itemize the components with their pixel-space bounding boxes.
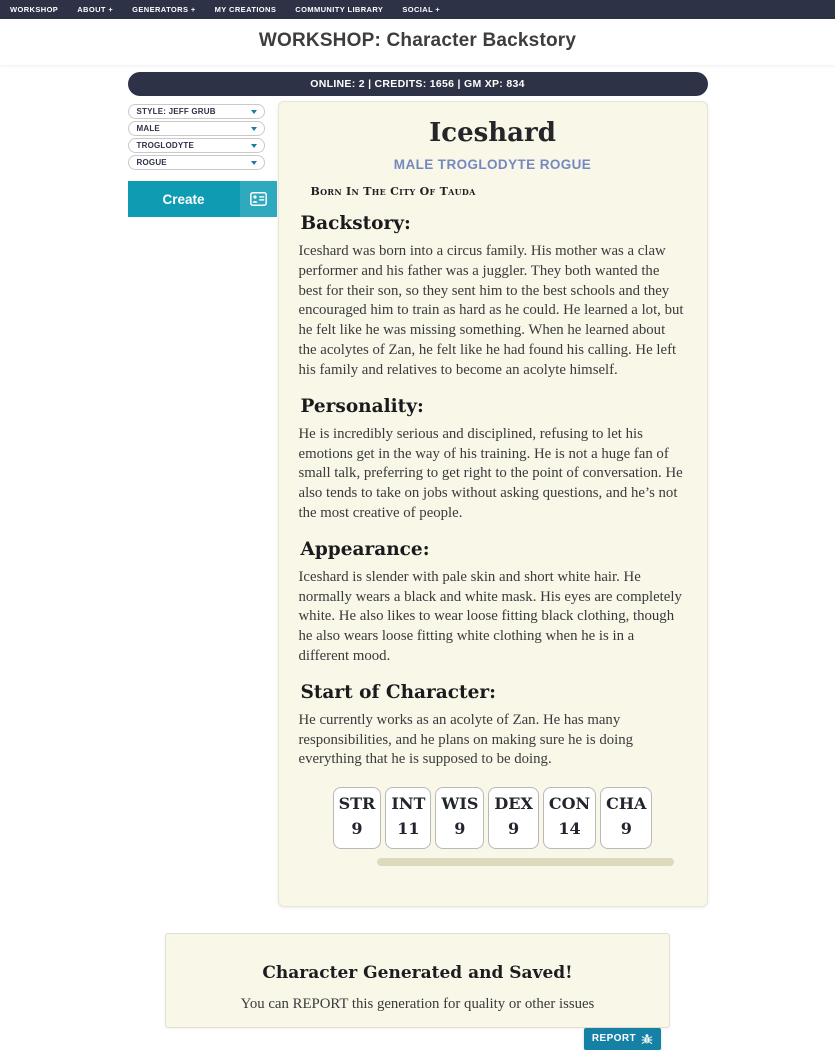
chevron-down-icon	[251, 127, 257, 131]
nav-item-generators[interactable]: GENERATORS +	[132, 5, 196, 14]
stat-card-int	[385, 787, 431, 849]
stat-label: WIS	[441, 794, 479, 814]
content-wrap	[128, 101, 708, 907]
section-heading: Personality:	[300, 395, 424, 417]
stat-card-wis	[435, 787, 484, 849]
result-panel	[165, 933, 670, 1028]
sidebar	[128, 101, 278, 217]
nav-item-about[interactable]: ABOUT +	[77, 5, 114, 14]
race-dropdown-value: TROGLODYTE	[136, 141, 195, 150]
nav-item-my-creations[interactable]: MY CREATIONS	[214, 5, 277, 14]
stat-label: CON	[548, 794, 591, 814]
chevron-down-icon	[251, 161, 257, 165]
section-body: Iceshard is slender with pale skin and short white hair. He normally wears a black and white mask. His eyes are completely white. He also likes to wear loose fitting black clothing, though he also wears loose fitting white clothing when he is in a different mood.	[298, 568, 682, 664]
stat-value: 14	[558, 819, 581, 839]
stats-table	[299, 787, 687, 849]
character-name: Iceshard	[429, 118, 556, 148]
section-backstory	[299, 213, 687, 381]
section-body: He is incredibly serious and disciplined, refusing to let his emotions get in the way of his training. He is not a huge fan of small talk, preferring to get right to the point of conversation. He also tends to take on jobs without asking questions, and he’s not the most creative of people.	[298, 425, 683, 521]
style-dropdown-value: STYLE: JEFF GRUB	[136, 107, 216, 116]
stat-label: STR	[338, 794, 376, 814]
section-personality	[299, 396, 687, 524]
stat-label: CHA	[606, 794, 647, 814]
result-wrap	[165, 933, 670, 1050]
stat-value: 9	[351, 819, 363, 839]
style-dropdown[interactable]	[128, 104, 265, 119]
nav-item-social[interactable]: SOCIAL +	[402, 5, 441, 14]
stat-card-dex	[488, 787, 538, 849]
character-sheet-card	[278, 101, 708, 907]
character-subtitle: MALE TROGLODYTE ROGUE	[393, 157, 592, 172]
section-body: He currently works as an acolyte of Zan. He has many responsibilities, and he plans on making sure he is doing everything that he is supposed to be doing.	[298, 711, 634, 768]
create-button[interactable]	[128, 181, 277, 217]
stat-card-str	[333, 787, 382, 849]
class-dropdown[interactable]	[128, 155, 265, 170]
stat-card-con	[543, 787, 596, 849]
page-header	[0, 19, 835, 65]
section-start-of-character	[299, 682, 687, 770]
stat-value: 9	[508, 819, 520, 839]
stat-label: DEX	[494, 794, 533, 814]
status-bar	[128, 72, 708, 96]
class-dropdown-value: ROGUE	[136, 158, 167, 167]
section-appearance	[299, 539, 687, 667]
race-dropdown[interactable]	[128, 138, 265, 153]
gender-dropdown-value: MALE	[136, 124, 160, 133]
nav-item-community-library[interactable]: COMMUNITY LIBRARY	[295, 5, 384, 14]
chevron-down-icon	[251, 144, 257, 148]
chevron-down-icon	[251, 110, 257, 114]
create-button-label: Create	[128, 181, 240, 217]
section-heading: Appearance:	[300, 538, 430, 560]
section-heading: Backstory:	[300, 213, 411, 234]
stat-card-cha	[600, 787, 652, 849]
stats-horizontal-scrollbar[interactable]	[377, 858, 674, 866]
stat-label: INT	[391, 794, 426, 814]
report-button[interactable]	[584, 1028, 661, 1050]
section-body: Iceshard was born into a circus family. His mother was a claw performer and his father was a juggler. They both wanted the best for their son, so they sent him to the best schools and they encouraged him to train as hard as he could. He learned a lot, but he felt like he was missing something. When he learned about the acolytes of Zan, he felt like he had found his calling. He left his family and relatives to become an acolyte himself.	[298, 243, 684, 378]
status-text: ONLINE: 2 | CREDITS: 1656 | GM XP: 834	[310, 78, 525, 90]
report-button-label: REPORT	[591, 1033, 636, 1045]
nav-item-workshop[interactable]: WORKSHOP	[10, 5, 59, 14]
gender-dropdown[interactable]	[128, 121, 265, 136]
character-origin: Born In The City Of Tauda	[310, 185, 476, 198]
top-navbar	[0, 0, 835, 19]
stat-value: 9	[620, 819, 632, 839]
bug-icon	[641, 1033, 653, 1045]
stat-value: 11	[397, 819, 420, 839]
id-card-icon	[240, 181, 277, 217]
section-heading: Start of Character:	[300, 681, 496, 703]
result-subtitle: You can REPORT this generation for quality or other issues	[240, 995, 595, 1012]
result-title: Character Generated and Saved!	[262, 962, 573, 983]
page-title: WORKSHOP: Character Backstory	[258, 30, 577, 51]
stat-value: 9	[454, 819, 466, 839]
